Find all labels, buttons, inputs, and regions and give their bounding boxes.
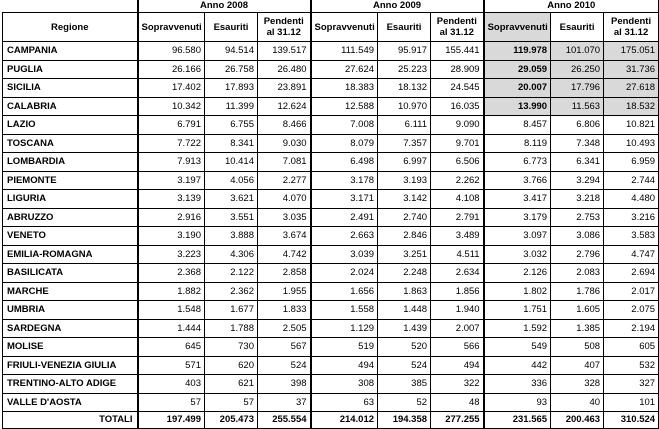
- table-cell: 3.218: [551, 190, 604, 209]
- table-cell: 1.605: [551, 301, 604, 320]
- table-cell: 1.786: [551, 282, 604, 301]
- table-cell: 605: [604, 338, 659, 357]
- table-cell: 6.791: [138, 116, 205, 135]
- table-cell: 8.466: [258, 116, 311, 135]
- col-2010-pendenti: Pendenti al 31.12: [604, 13, 659, 42]
- col-2009-pendenti: Pendenti al 31.12: [431, 13, 484, 42]
- table-cell: 4.480: [604, 190, 659, 209]
- table-cell: 2.791: [431, 208, 484, 227]
- table-cell: 1.802: [484, 282, 551, 301]
- col-2008-sopravvenuti: Sopravvenuti: [138, 13, 205, 42]
- table-cell: 2.126: [484, 264, 551, 283]
- table-cell: 28.909: [431, 60, 484, 79]
- table-cell: 16.035: [431, 97, 484, 116]
- region-name: FRIULI-VENEZIA GIULIA: [3, 356, 138, 375]
- table-cell: 4.056: [205, 171, 258, 190]
- table-cell: 3.583: [604, 227, 659, 246]
- table-cell: 96.580: [138, 42, 205, 61]
- table-cell: 11.399: [205, 97, 258, 116]
- table-cell: 1.940: [431, 301, 484, 320]
- table-cell: 3.551: [205, 208, 258, 227]
- table-cell: 508: [551, 338, 604, 357]
- table-cell: 9.701: [431, 134, 484, 153]
- table-cell: 17.893: [205, 79, 258, 98]
- table-cell: 12.588: [311, 97, 378, 116]
- table-cell: 3.197: [138, 171, 205, 190]
- table-cell: 2.505: [258, 319, 311, 338]
- table-cell: 11.563: [551, 97, 604, 116]
- table-cell: 1.856: [431, 282, 484, 301]
- total-cell: 255.554: [258, 412, 311, 429]
- table-cell: 567: [258, 338, 311, 357]
- table-cell: 3.216: [604, 208, 659, 227]
- region-name: LIGURIA: [3, 190, 138, 209]
- col-2010-esauriti: Esauriti: [551, 13, 604, 42]
- table-cell: 7.348: [551, 134, 604, 153]
- table-cell: 1.385: [551, 319, 604, 338]
- table-cell: 2.368: [138, 264, 205, 283]
- table-cell: 3.888: [205, 227, 258, 246]
- table-cell: 48: [431, 393, 484, 412]
- table-cell: 308: [311, 375, 378, 394]
- region-name: UMBRIA: [3, 301, 138, 320]
- table-row: [3, 97, 659, 116]
- data-table: [2, 0, 659, 429]
- table-cell: 31.736: [604, 60, 659, 79]
- table-cell: 10.414: [205, 153, 258, 172]
- table-cell: 101.070: [551, 42, 604, 61]
- table-cell: 2.663: [311, 227, 378, 246]
- table-cell: 95.917: [378, 42, 431, 61]
- table-cell: 2.846: [378, 227, 431, 246]
- region-name: TRENTINO-ALTO ADIGE: [3, 375, 138, 394]
- table-cell: 3.251: [378, 245, 431, 264]
- table-cell: 1.656: [311, 282, 378, 301]
- table-cell: 2.017: [604, 282, 659, 301]
- table-cell: 18.532: [604, 97, 659, 116]
- table-cell: 7.357: [378, 134, 431, 153]
- table-cell: 6.959: [604, 153, 659, 172]
- col-2008-esauriti: Esauriti: [205, 13, 258, 42]
- year-2010-header: Anno 2010: [484, 0, 659, 13]
- table-row: [3, 375, 659, 394]
- total-cell: 200.463: [551, 412, 604, 429]
- table-cell: 494: [311, 356, 378, 375]
- table-cell: 3.035: [258, 208, 311, 227]
- region-name: ABRUZZO: [3, 208, 138, 227]
- table-cell: 155.441: [431, 42, 484, 61]
- table-cell: 4.306: [205, 245, 258, 264]
- table-cell: 4.070: [258, 190, 311, 209]
- region-name: EMILIA-ROMAGNA: [3, 245, 138, 264]
- table-cell: 2.744: [604, 171, 659, 190]
- table-cell: 407: [551, 356, 604, 375]
- table-cell: 1.955: [258, 282, 311, 301]
- table-cell: 3.086: [551, 227, 604, 246]
- table-cell: 10.821: [604, 116, 659, 135]
- table-cell: 1.677: [205, 301, 258, 320]
- table-cell: 3.621: [205, 190, 258, 209]
- table-cell: 2.248: [378, 264, 431, 283]
- col-2009-sopravvenuti: Sopravvenuti: [311, 13, 378, 42]
- year-header-row: [3, 0, 659, 13]
- table-cell: 4.742: [258, 245, 311, 264]
- table-cell: 27.624: [311, 60, 378, 79]
- table-cell: 3.142: [378, 190, 431, 209]
- table-row: [3, 153, 659, 172]
- table-cell: 336: [484, 375, 551, 394]
- table-cell: 37: [258, 393, 311, 412]
- table-cell: 7.913: [138, 153, 205, 172]
- region-name: VENETO: [3, 227, 138, 246]
- region-name: MOLISE: [3, 338, 138, 357]
- table-cell: 175.051: [604, 42, 659, 61]
- table-cell: 8.341: [205, 134, 258, 153]
- region-name: SARDEGNA: [3, 319, 138, 338]
- table-cell: 6.806: [551, 116, 604, 135]
- table-cell: 93: [484, 393, 551, 412]
- table-cell: 9.030: [258, 134, 311, 153]
- table-cell: 3.193: [378, 171, 431, 190]
- table-cell: 26.166: [138, 60, 205, 79]
- table-cell: 442: [484, 356, 551, 375]
- table-row: [3, 227, 659, 246]
- table-cell: 3.171: [311, 190, 378, 209]
- table-cell: 139.517: [258, 42, 311, 61]
- table-cell: 2.024: [311, 264, 378, 283]
- total-cell: 194.358: [378, 412, 431, 429]
- table-cell: 6.773: [484, 153, 551, 172]
- table-cell: 4.511: [431, 245, 484, 264]
- table-cell: 3.489: [431, 227, 484, 246]
- total-cell: 197.499: [138, 412, 205, 429]
- total-cell: 205.473: [205, 412, 258, 429]
- table-cell: 10.493: [604, 134, 659, 153]
- table-cell: 2.075: [604, 301, 659, 320]
- region-name: VALLE D'AOSTA: [3, 393, 138, 412]
- table-cell: 2.796: [551, 245, 604, 264]
- total-cell: 277.255: [431, 412, 484, 429]
- table-cell: 328: [551, 375, 604, 394]
- table-cell: 524: [378, 356, 431, 375]
- table-row: [3, 264, 659, 283]
- table-cell: 6.498: [311, 153, 378, 172]
- region-name: PIEMONTE: [3, 171, 138, 190]
- table-cell: 3.223: [138, 245, 205, 264]
- table-cell: 620: [205, 356, 258, 375]
- table-cell: 3.139: [138, 190, 205, 209]
- table-cell: 1.882: [138, 282, 205, 301]
- table-cell: 1.788: [205, 319, 258, 338]
- table-cell: 27.618: [604, 79, 659, 98]
- table-cell: 13.990: [484, 97, 551, 116]
- table-cell: 327: [604, 375, 659, 394]
- table-row: [3, 356, 659, 375]
- table-cell: 4.108: [431, 190, 484, 209]
- table-cell: 730: [205, 338, 258, 357]
- table-cell: 3.097: [484, 227, 551, 246]
- table-cell: 1.448: [378, 301, 431, 320]
- table-cell: 111.549: [311, 42, 378, 61]
- table-cell: 1.439: [378, 319, 431, 338]
- table-row: [3, 208, 659, 227]
- table-cell: 10.970: [378, 97, 431, 116]
- table-cell: 494: [431, 356, 484, 375]
- table-cell: 18.383: [311, 79, 378, 98]
- table-cell: 26.250: [551, 60, 604, 79]
- year-2008-header: Anno 2008: [138, 0, 311, 13]
- region-column-header: Regione: [3, 13, 138, 42]
- table-cell: 2.740: [378, 208, 431, 227]
- table-cell: 1.548: [138, 301, 205, 320]
- table-cell: 2.694: [604, 264, 659, 283]
- region-name: TOSCANA: [3, 134, 138, 153]
- table-cell: 94.514: [205, 42, 258, 61]
- table-cell: 621: [205, 375, 258, 394]
- table-cell: 8.119: [484, 134, 551, 153]
- total-cell: 231.565: [484, 412, 551, 429]
- table-cell: 385: [378, 375, 431, 394]
- table-cell: 2.491: [311, 208, 378, 227]
- region-name: MARCHE: [3, 282, 138, 301]
- table-cell: 40: [551, 393, 604, 412]
- table-row: [3, 171, 659, 190]
- corner-empty: [3, 0, 138, 13]
- table-cell: 403: [138, 375, 205, 394]
- table-cell: 3.179: [484, 208, 551, 227]
- table-cell: 2.362: [205, 282, 258, 301]
- table-cell: 3.294: [551, 171, 604, 190]
- table-cell: 57: [205, 393, 258, 412]
- region-name: LOMBARDIA: [3, 153, 138, 172]
- table-cell: 8.457: [484, 116, 551, 135]
- table-row: [3, 60, 659, 79]
- table-cell: 17.796: [551, 79, 604, 98]
- table-cell: 52: [378, 393, 431, 412]
- table-cell: 9.090: [431, 116, 484, 135]
- table-row: [3, 245, 659, 264]
- table-cell: 322: [431, 375, 484, 394]
- table-cell: 1.863: [378, 282, 431, 301]
- table-cell: 20.007: [484, 79, 551, 98]
- table-row: [3, 79, 659, 98]
- table-cell: 119.978: [484, 42, 551, 61]
- table-cell: 571: [138, 356, 205, 375]
- table-cell: 7.081: [258, 153, 311, 172]
- table-cell: 1.129: [311, 319, 378, 338]
- table-cell: 524: [258, 356, 311, 375]
- table-cell: 2.194: [604, 319, 659, 338]
- table-cell: 3.674: [258, 227, 311, 246]
- table-cell: 520: [378, 338, 431, 357]
- col-2008-pendenti: Pendenti al 31.12: [258, 13, 311, 42]
- table-cell: 23.891: [258, 79, 311, 98]
- table-cell: 25.223: [378, 60, 431, 79]
- year-2009-header: Anno 2009: [311, 0, 484, 13]
- table-cell: 2.262: [431, 171, 484, 190]
- table-cell: 2.753: [551, 208, 604, 227]
- table-row: [3, 393, 659, 412]
- table-cell: 398: [258, 375, 311, 394]
- table-cell: 2.083: [551, 264, 604, 283]
- col-2009-esauriti: Esauriti: [378, 13, 431, 42]
- table-cell: 549: [484, 338, 551, 357]
- table-cell: 2.916: [138, 208, 205, 227]
- table-cell: 1.592: [484, 319, 551, 338]
- table-body: [3, 42, 659, 412]
- table-cell: 2.858: [258, 264, 311, 283]
- table-row: [3, 282, 659, 301]
- table-cell: 532: [604, 356, 659, 375]
- table-cell: 2.277: [258, 171, 311, 190]
- table-row: [3, 134, 659, 153]
- col-2010-sopravvenuti: Sopravvenuti: [484, 13, 551, 42]
- total-cell: 310.524: [604, 412, 659, 429]
- table-cell: 3.190: [138, 227, 205, 246]
- table-cell: 6.997: [378, 153, 431, 172]
- table-row: [3, 319, 659, 338]
- table-row: [3, 42, 659, 61]
- table-cell: 2.122: [205, 264, 258, 283]
- table-row: [3, 190, 659, 209]
- table-cell: 8.079: [311, 134, 378, 153]
- region-name: CAMPANIA: [3, 42, 138, 61]
- table-row: [3, 301, 659, 320]
- table-cell: 26.758: [205, 60, 258, 79]
- table-cell: 566: [431, 338, 484, 357]
- column-header-row: [3, 13, 659, 42]
- table-cell: 3.178: [311, 171, 378, 190]
- table-cell: 4.747: [604, 245, 659, 264]
- table-cell: 26.480: [258, 60, 311, 79]
- table-cell: 1.751: [484, 301, 551, 320]
- table-cell: 6.755: [205, 116, 258, 135]
- table-cell: 6.341: [551, 153, 604, 172]
- table-cell: 1.444: [138, 319, 205, 338]
- table-cell: 63: [311, 393, 378, 412]
- table-row: [3, 116, 659, 135]
- table-cell: 10.342: [138, 97, 205, 116]
- region-name: CALABRIA: [3, 97, 138, 116]
- region-name: SICILIA: [3, 79, 138, 98]
- table-row: [3, 338, 659, 357]
- totals-label: TOTALI: [3, 412, 138, 429]
- table-cell: 12.624: [258, 97, 311, 116]
- table-cell: 3.766: [484, 171, 551, 190]
- table-cell: 7.722: [138, 134, 205, 153]
- table-cell: 6.111: [378, 116, 431, 135]
- region-name: PUGLIA: [3, 60, 138, 79]
- table-cell: 29.059: [484, 60, 551, 79]
- table-cell: 17.402: [138, 79, 205, 98]
- table-cell: 57: [138, 393, 205, 412]
- table-cell: 1.833: [258, 301, 311, 320]
- table-cell: 2.634: [431, 264, 484, 283]
- region-name: BASILICATA: [3, 264, 138, 283]
- totals-row: [3, 412, 659, 429]
- region-name: LAZIO: [3, 116, 138, 135]
- table-cell: 1.558: [311, 301, 378, 320]
- table-cell: 7.008: [311, 116, 378, 135]
- table-cell: 18.132: [378, 79, 431, 98]
- total-cell: 214.012: [311, 412, 378, 429]
- table-cell: 3.039: [311, 245, 378, 264]
- table-cell: 24.545: [431, 79, 484, 98]
- table-cell: 2.007: [431, 319, 484, 338]
- table-cell: 6.506: [431, 153, 484, 172]
- table-cell: 3.032: [484, 245, 551, 264]
- table-cell: 101: [604, 393, 659, 412]
- table-cell: 645: [138, 338, 205, 357]
- table-cell: 3.417: [484, 190, 551, 209]
- table-cell: 519: [311, 338, 378, 357]
